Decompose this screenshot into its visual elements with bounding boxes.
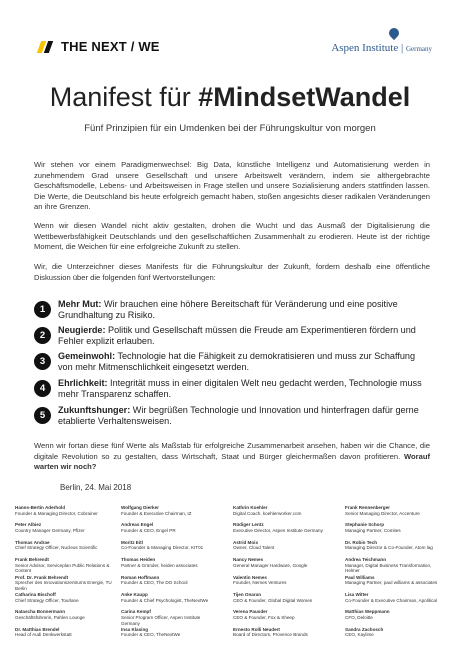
signatory-name: Astrid Moix xyxy=(233,539,259,545)
principle-text: Technologie hat die Fähigkeit zu demokratisieren und muss zur Schaffung von mehr Mitmenschlichkeit eingesetzt werden. xyxy=(58,351,416,373)
principle-3 xyxy=(34,351,424,374)
closing-paragraph: Wenn wir fortan diese fünf Werte als Maßstab für erfolgreiche Zusammenarbeit ansehen, haben wir die Chance, die digitale Revolution so zu gestalten, dass Wirtschaft, Staat und Bürger gleichermaßen davon profitieren. Worauf warten wir noch? xyxy=(34,441,431,472)
signatory-role: Executive Director, Aspen Institute Germany xyxy=(233,527,323,533)
signatory xyxy=(15,505,113,516)
signatory xyxy=(15,592,113,603)
signatory-name: Valentin Nemes xyxy=(233,574,267,580)
signatory-name: Prof. Dr. Frank Behrendt xyxy=(15,574,69,580)
page-title: Manifest für #MindsetWandel xyxy=(49,82,411,112)
signatory xyxy=(121,592,219,603)
signatory-name: Stephanie Schorp xyxy=(345,522,385,528)
principle-text: Politik und Gesellschaft müssen die Freude am Experimentieren fördern und Fehler explizit erlauben. xyxy=(58,325,416,347)
signatory-name: Catharina Bischoff xyxy=(15,592,56,597)
signatory xyxy=(15,575,113,592)
principle-title: Neugierde: xyxy=(58,325,106,335)
signatory xyxy=(233,609,331,620)
thenextwe-logo xyxy=(37,39,160,54)
principle-text: Wir begrüßen Technologie und Innovation und hinterfragen dafür gerne etablierte Verhaltensweisen. xyxy=(58,405,419,427)
signatory-name: Rüdiger Lentz xyxy=(233,522,264,528)
signatory xyxy=(233,557,331,568)
signatory-name: Moritz Eitl xyxy=(121,539,143,545)
signatory xyxy=(345,627,443,638)
principle-text: Integrität muss in einer digitalen Welt neu gedacht werden, Technologie muss mehr Transparenz schaffen. xyxy=(58,378,422,400)
signatory-role: Senior Managing Director, Accenture xyxy=(345,510,420,516)
signatory-role: Chief Strategy Officer, Nucleus Scientific xyxy=(15,545,98,551)
principle-number-badge: 4 xyxy=(34,380,51,397)
signatory xyxy=(233,505,331,516)
signatory-role: Co-Founder & Executive Chairman, Apolitical xyxy=(345,597,437,603)
principle-number-badge: 3 xyxy=(34,353,51,370)
signatory-name: Sandra Zachosch xyxy=(345,626,384,632)
signatory-name: Anke Kaupp xyxy=(121,592,148,597)
signatory-name: Andreas Engel xyxy=(121,522,154,528)
principle-4 xyxy=(34,378,424,401)
signatory xyxy=(233,627,331,638)
signatory xyxy=(121,575,219,586)
risk-paragraph: Wenn wir diesen Wandel nicht aktiv gestalten, drohen die Wucht und das Ausmaß der Digitalisierung die Wettbewerbsfähigkeit Deutschlands und den gesellschaftlichen Zusammenhalt zu erodieren. Heute ist der richtige Moment, die Weichen für eine erfolgreiche Zukunft zu stellen. xyxy=(34,221,430,252)
signatory xyxy=(15,557,113,574)
signatory-role: Digital Coach, koehlerworker.com xyxy=(233,510,302,516)
signatory xyxy=(121,557,219,568)
signatory-role: Founder & Chief Psychologist, TheNextWe xyxy=(121,597,209,603)
signatory xyxy=(121,609,219,626)
signatory xyxy=(345,540,443,551)
aspen-sub-label: Germany xyxy=(405,45,432,53)
signatory-name: Dr. Matthias Brendel xyxy=(15,626,60,632)
signatory-role: Founder, Nemes Ventures xyxy=(233,580,287,586)
signatory-name: Kathrin Koehler xyxy=(233,505,268,510)
signatory-role: Founder & CEO, TheNextWe xyxy=(121,632,181,638)
signatory-role: Founder & Managing Director, Cobrainer xyxy=(15,510,98,516)
principle-title: Zukunftshunger: xyxy=(58,405,131,415)
signatory xyxy=(121,505,219,516)
aspen-institute-logo: Aspen Institute | Germany xyxy=(331,30,432,54)
call-paragraph: Wir, die Unterzeichner dieses Manifests für die Führungskultur der Zukunft, fordern deshalb eine öffentliche Diskussion über die folgenden fünf Wertvorstellungen: xyxy=(34,262,430,282)
principle-title: Ehrlichkeit: xyxy=(58,378,108,388)
signatory xyxy=(121,627,219,638)
signatory xyxy=(345,505,443,516)
principle-1 xyxy=(34,299,424,322)
signatory-name: Tijen Onaran xyxy=(233,592,261,597)
signatory-role: CEO & Founder, Fox & Sheep xyxy=(233,614,295,620)
signatory xyxy=(121,540,219,551)
signatory xyxy=(121,522,219,533)
signatory-name: Ernesto Rolli Neudert xyxy=(233,626,280,632)
signatory-name: Nancy Nemes xyxy=(233,557,264,563)
principle-text: Wir brauchen eine höhere Bereitschaft für Veränderung und eine positive Grundhaltung zu Risiko. xyxy=(58,299,398,321)
signatory-role: Founder & Executive Chairman, IZ xyxy=(121,510,192,516)
signatory-name: Matthias Weppmann xyxy=(345,609,390,615)
signatory-name: Roman Hoffmann xyxy=(121,574,160,580)
principle-2 xyxy=(34,325,424,348)
signatory-role: General Manager Hardware, Google xyxy=(233,562,308,568)
aspen-wordmark: Aspen Institute xyxy=(331,42,399,54)
signatory-role: Partner & Gründer, heiden associates xyxy=(121,562,198,568)
signatory-role: Managing Partner, Comites xyxy=(345,527,401,533)
signatory xyxy=(233,575,331,586)
signatory xyxy=(15,540,113,551)
principle-number-badge: 5 xyxy=(34,407,51,424)
signatory-name: Frank Rennenberger xyxy=(345,505,390,510)
signatory xyxy=(15,609,113,620)
signatory-role: Manager, Digital Business Transformation, Helmer xyxy=(345,562,432,574)
signatory-role: Founder & CEO, Engel PR xyxy=(121,527,176,533)
date-line: Berlin, 24. Mai 2018 xyxy=(60,483,132,492)
signatory xyxy=(345,575,443,586)
signatory-name: Dr. Robin Tech xyxy=(345,539,378,545)
signatory-role: CEO & Founder, Global Digital Women xyxy=(233,597,313,603)
signatory-name: Hanns-Bertin Aderhold xyxy=(15,505,66,510)
signatory-role: Co-Founder & Managing Director, KIT01 xyxy=(121,545,204,551)
principle-number-badge: 2 xyxy=(34,327,51,344)
signatory-role: CEO, Kaylime xyxy=(345,632,374,638)
signatory xyxy=(233,522,331,533)
signatory-role: Chief Strategy Officer, Tourlane xyxy=(15,597,79,603)
signatory-role: Board of Directors, Provence Brands xyxy=(233,632,308,638)
principle-title: Gemeinwohl: xyxy=(58,351,116,361)
signatory-name: Thomas Heiden xyxy=(121,557,156,563)
signatory xyxy=(345,557,443,574)
signatory-role: Sprecher des Innovationszentrums Energie, TU Berlin xyxy=(15,580,112,591)
signatory-name: Lisa Witter xyxy=(345,592,369,597)
signatory-name: Peter Albiez xyxy=(15,522,42,528)
title-hashtag: #MindsetWandel xyxy=(198,82,411,112)
signatory-name: Wolfgang Dierker xyxy=(121,505,159,510)
signatory-role: Senior Program Officer, Aspen Institute Germany xyxy=(121,614,201,626)
signatory-role: Owner, Cloud Talent xyxy=(233,545,275,551)
signatory xyxy=(345,609,443,620)
signatory-name: Verena Pausder xyxy=(233,609,268,615)
signatory-role: Head of Audi Denkwerkstatt xyxy=(15,632,72,638)
principle-5 xyxy=(34,405,424,428)
signatory-name: Carina Kempf xyxy=(121,609,151,615)
principle-number-badge: 1 xyxy=(34,301,51,318)
signatory-name: Paul Williams xyxy=(345,574,375,580)
signatory-name: Frank Behrendt xyxy=(15,557,49,563)
intro-paragraph: Wir stehen vor einem Paradigmenwechsel: Big Data, künstliche Intelligenz und Automatisierung werden in zunehmendem Grad unsere Gesellschaft und unsere Arbeitswelt verändern, indem sie althergebrachte Geschäftsmodelle, Lebens- und Arbeitsweisen in Frage stellen und unsere Sozialisierung anders stattfinden lassen. Die Werte, die Deutschland bis heute erfolgreich gemacht haben, stoßen angesichts dieser radikalen Veränderungen an ihre Grenzen. xyxy=(34,160,430,212)
thenextwe-wordmark: THE NEXT / WE xyxy=(61,39,160,54)
signatory-role: Country Manager Germany, Pfizer xyxy=(15,527,85,533)
closing-question: Worauf warten wir noch? xyxy=(34,451,431,472)
signatory-name: Andrea Teichmann xyxy=(345,557,387,563)
signatory-role: Managing Director & Co-Founder, Atom lag xyxy=(345,545,433,551)
signatory xyxy=(345,522,443,533)
signatory xyxy=(233,592,331,603)
signatory-role: Founder & CEO, The DO School xyxy=(121,580,188,586)
signatory-role: Managing Partner, paul williams & associates xyxy=(345,580,438,586)
page-subtitle: Fünf Prinzipien für ein Umdenken bei der Führungskultur von morgen xyxy=(84,123,376,134)
signatory xyxy=(15,627,113,638)
signatory-name: Natascha Bonnermann xyxy=(15,609,66,615)
signatory xyxy=(345,592,443,603)
signatory-name: Thomas Andrae xyxy=(15,539,50,545)
thenextwe-mark-icon xyxy=(37,41,55,53)
signatory xyxy=(233,540,331,551)
signatory-role: Geschäftsführerin, Pahlen Lounge xyxy=(15,614,85,620)
signatory xyxy=(15,522,113,533)
signatory-role: CFO, Deloitte xyxy=(345,614,373,620)
signatory-role: Senior Advisor, Serviceplan Public Relations & Content xyxy=(15,562,110,574)
principle-title: Mehr Mut: xyxy=(58,299,102,309)
aspen-leaf-icon xyxy=(387,26,401,40)
signatory-name: Insa Klasing xyxy=(121,626,149,632)
